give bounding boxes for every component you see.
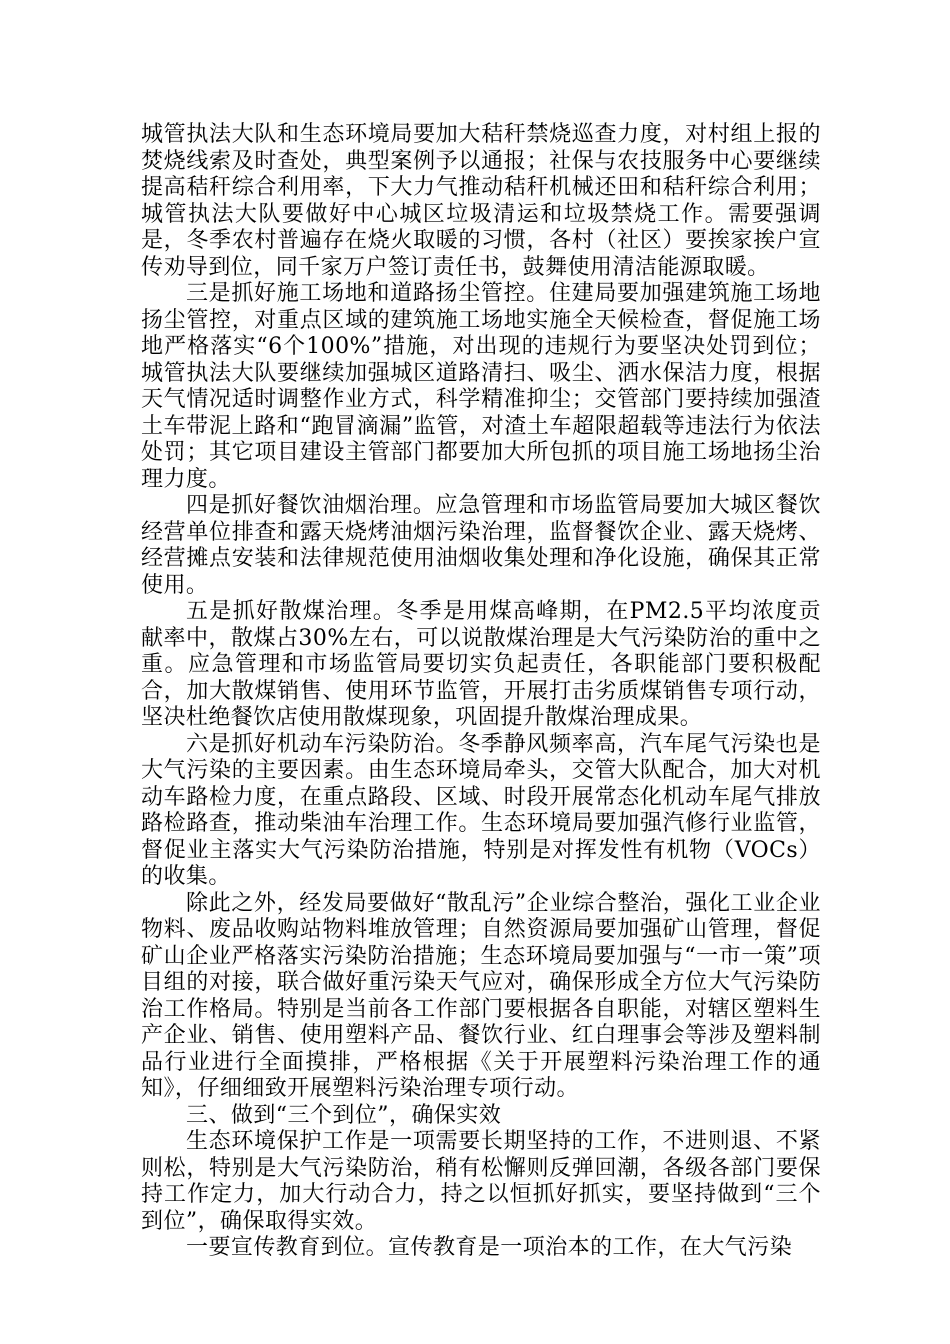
document-body [141,122,821,1262]
paragraph-other-measures: 除此之外，经发局要做好“散乱污”企业综合整治，强化工业企业物料、废品收购站物料堆放管理；自然资源局要加强矿山管理，督促矿山企业严格落实污染防治措施；生态环境局要加强与“一市一策”项目组的对接，联合做好重污染天气应对，确保形成全方位大气污染防治工作格局。特别是当前各工作部门要根据各自职能，对辖区塑料生产企业、销售、使用塑料产品、餐饮行业、红白理事会等涉及塑料制品行业进行全面摸排，严格根据《关于开展塑料污染治理工作的通知》，仔细细致开展塑料污染治理专项行动。 [141,890,821,1101]
paragraph-construction-dust: 三是抓好施工场地和道路扬尘管控。住建局要加强建筑施工场地扬尘管控，对重点区域的建筑施工场地实施全天候检查，督促施工场地严格落实“6个100%”措施，对出现的违规行为要坚决处罚到位；城管执法大队要继续加强城区道路清扫、吸尘、洒水保洁力度，根据天气情况适时调整作业方式，科学精准抑尘；交管部门要持续加强渣土车带泥上路和“跑冒滴漏”监管，对渣土车超限超载等违法行为依法处罚；其它项目建设主管部门都要加大所包抓的项目施工场地扬尘治理力度。 [141,281,821,492]
section-heading-three: 三、做到“三个到位”，确保实效 [186,1102,502,1128]
paragraph-straw-burning: 城管执法大队和生态环境局要加大秸秆禁烧巡查力度，对村组上报的焚烧线索及时查处，典型案例予以通报；社保与农技服务中心要继续提高秸秆综合利用率，下大力气推动秸秆机械还田和秸秆综合利用；城管执法大队要做好中心城区垃圾清运和垃圾禁烧工作。需要强调是，冬季农村普遍存在烧火取暖的习惯，各村（社区）要挨家挨户宣传劝导到位，同千家万户签订责任书，鼓舞使用清洁能源取暖。 [141,122,821,280]
paragraph-loose-coal: 五是抓好散煤治理。冬季是用煤高峰期，在PM2.5平均浓度贡献率中，散煤占30%左右，可以说散煤治理是大气污染防治的重中之重。应急管理和市场监管局要切实负起责任，各职能部门要积极配合，加大散煤销售、使用环节监管，开展打击劣质煤销售专项行动，坚决杜绝餐饮店使用散煤现象，巩固提升散煤治理成果。 [141,599,821,730]
paragraph-catering-fumes: 四是抓好餐饮油烟治理。应急管理和市场监管局要加大城区餐饮经营单位排查和露天烧烤油烟污染治理，监督餐饮企业、露天烧烤、经营摊点安装和法律规范使用油烟收集处理和净化设施，确保其正常使用。 [141,493,821,598]
paragraph-publicity-education: 一要宣传教育到位。宣传教育是一项治本的工作，在大气污染 [186,1235,793,1260]
paragraph-vehicle-pollution: 六是抓好机动车污染防治。冬季静风频率高，汽车尾气污染也是大气污染的主要因素。由生态环境局牵头，交管大队配合，加大对机动车路检力度，在重点路段、区域、时段开展常态化机动车尾气排放路检路查，推动柴油车治理工作。生态环境局要加强汽修行业监管，督促业主落实大气污染防治措施，特别是对挥发性有机物（VOCs）的收集。 [141,731,821,889]
paragraph-long-term-work: 生态环境保护工作是一项需要长期坚持的工作，不进则退、不紧则松，特别是大气污染防治，稍有松懈则反弹回潮，各级各部门要保持工作定力，加大行动合力，持之以恒抓好抓实，要坚持做到“三个到位”，确保取得实效。 [141,1129,821,1234]
